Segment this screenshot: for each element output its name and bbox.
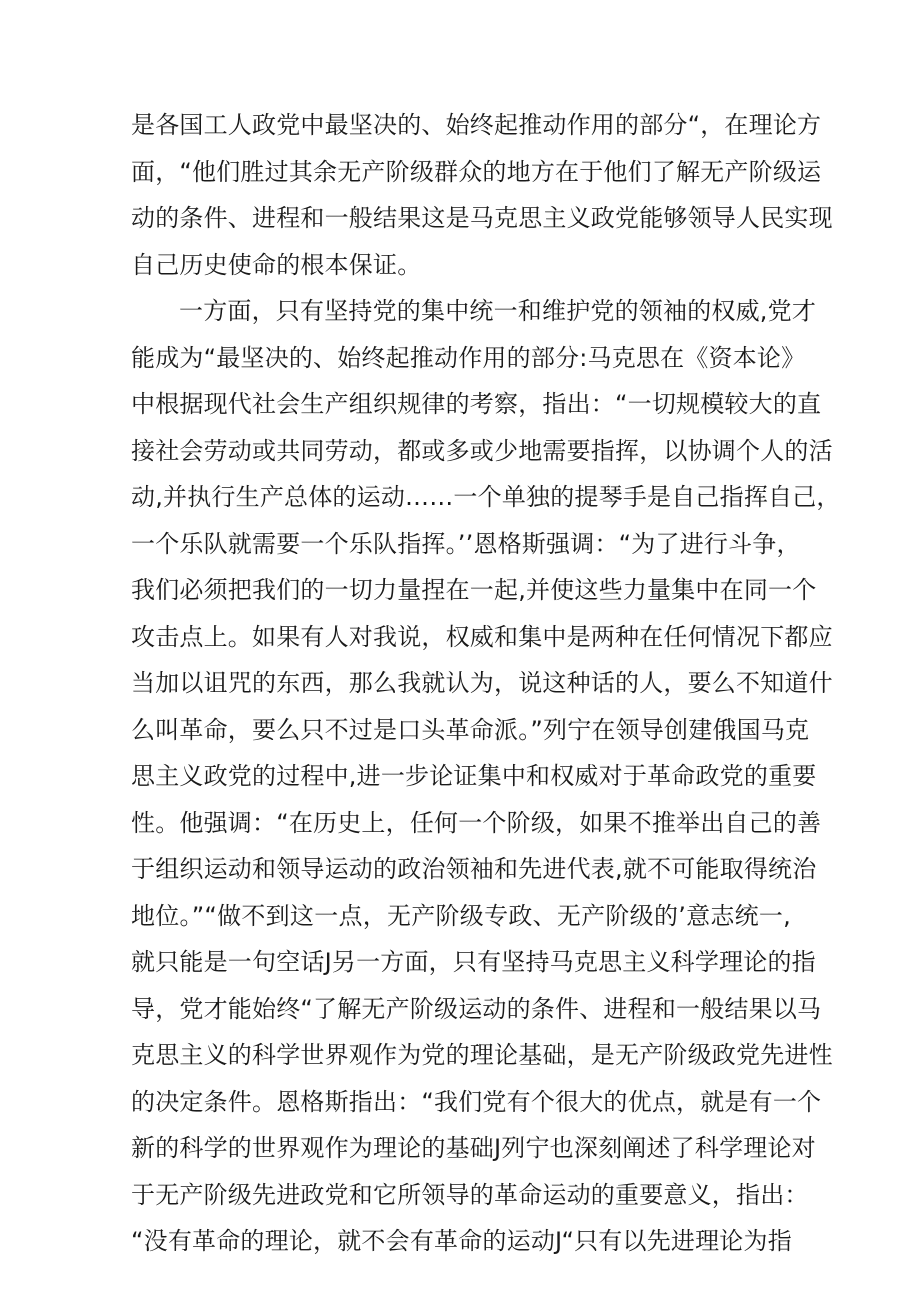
text-line: 么叫革命，要么只不过是口头革命派。”列宁在领导创建俄国马克 — [131, 715, 810, 744]
paragraph-2 — [131, 288, 841, 1265]
text-line: 当加以诅咒的东西，那么我就认为，说这种话的人，要么不知道什 — [131, 669, 833, 697]
text-line: 动,并执行生产总体的运动……一个单独的提琴手是自己指挥自己， — [131, 483, 841, 511]
text-line: 动的条件、进程和一般结果这是马克思主义政党能够领导人民实现 — [131, 204, 833, 232]
text-line: 地位。”“做不到这一点，无产阶级专政、无产阶级的’意志统一, — [131, 901, 791, 930]
text-line: 一方面，只有坚持党的集中统一和维护党的领袖的权威,党才 — [179, 297, 817, 325]
body-text — [131, 102, 841, 1265]
text-line: 自己历史使命的根本保证。 — [131, 250, 422, 279]
text-line: 攻击点上。如果有人对我说，权威和集中是两种在任何情况下都应 — [131, 622, 833, 651]
text-line: 一个乐队就需要一个乐队指挥。’’恩格斯强调：“为了进行斗争， — [131, 529, 801, 558]
text-line: 就只能是一句空话J另一方面，只有坚持马克思主义科学理论的指 — [131, 948, 816, 976]
text-line: 是各国工人政党中最坚决的、始终起推动作用的部分“，在理论方 — [131, 111, 822, 139]
text-line: 接社会劳动或共同劳动，都或多或少地需要指挥，以协调个人的活 — [131, 436, 833, 465]
text-line: 思主义政党的过程中,进一步论证集中和权威对于革命政党的重要 — [131, 762, 817, 790]
text-line: 面，“他们胜过其余无产阶级群众的地方在于他们了解无产阶级运 — [131, 157, 822, 186]
paragraph-1 — [131, 102, 833, 288]
text-line: 克思主义的科学世界观作为党的理论基础，是无产阶级政党先进性 — [131, 1041, 833, 1069]
text-line: 的决定条件。恩格斯指出：“我们党有个很大的优点，就是有一个 — [131, 1087, 822, 1116]
text-line: 中根据现代社会生产组织规律的考察，指出：“一切规模较大的直 — [131, 390, 822, 418]
text-line: “没有革命的理论，就不会有革命的运动J“只有以先进理论为指 — [131, 1227, 792, 1255]
text-line: 性。他强调：“在历史上，任何一个阶级，如果不推举出自己的善 — [131, 808, 822, 837]
text-line: 于组织运动和领导运动的政治领袖和先进代表,就不可能取得统治 — [131, 855, 817, 883]
text-line: 导，党才能始终“了解无产阶级运动的条件、进程和一般结果以马 — [131, 994, 822, 1023]
text-line: 能成为“最坚决的、始终起推动作用的部分:马克思在《资本论》 — [131, 343, 806, 372]
text-line: 于无产阶级先进政党和它所领导的革命运动的重要意义，指出： — [131, 1180, 809, 1209]
text-line: 新的科学的世界观作为理论的基础J列宁也深刻阐述了科学理论对 — [131, 1134, 816, 1162]
text-line: 我们必须把我们的一切力量捏在一起,并使这些力量集中在同一个 — [131, 576, 817, 604]
